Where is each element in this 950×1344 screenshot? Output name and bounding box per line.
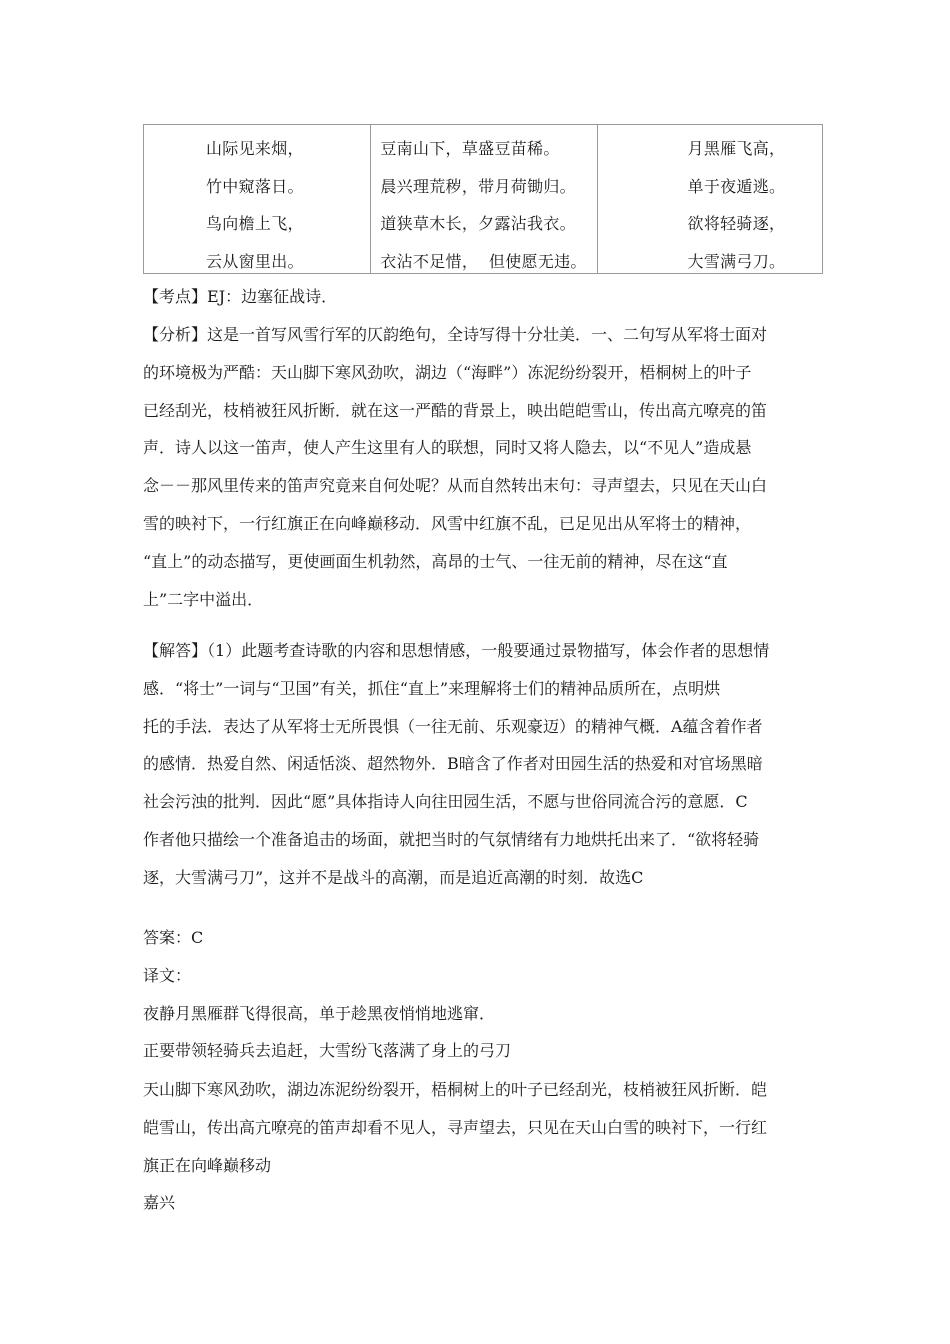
- jieda-line: 社会污浊的批判．因此“愿”具体指诗人向往田园生活，不愿与世俗同流合污的意愿．C: [143, 792, 748, 812]
- answer-section: [143, 919, 813, 1070]
- kaodian-label: 【考点】: [143, 287, 208, 306]
- jieda-line: 的感情．热爱自然、闲适恬淡、超然物外．B暗含了作者对田园生活的热爱和对官场黑暗: [143, 754, 763, 774]
- fenxi-label: 【分析】: [143, 325, 208, 344]
- poem-line: 鸟向檐上飞，: [206, 214, 304, 233]
- poem-line: 单于夜遁逃。: [687, 176, 786, 196]
- fenxi-line: 念－－那风里传来的笛声究竟来自何处呢？从而自然转出末句：寻声望去，只见在天山白: [143, 476, 768, 496]
- poem-line: 云从窗里出。: [206, 251, 304, 271]
- fenxi-line: “直上”的动态描写，更使画面生机勃然，高昂的士气、一往无前的精神，尽在这“直: [143, 551, 728, 571]
- poem-column-3: [597, 125, 822, 273]
- fenxi-line: 已经刮光，枝梢被狂风折断．就在这一严酷的背景上，映出皑皑雪山，传出高亢嘹亮的笛: [143, 400, 768, 420]
- poem-line: 月黑雁飞高，: [687, 139, 786, 158]
- jieda-line: 逐，大雪满弓刀”，这并不是战斗的高潮，而是追近高潮的时刻．故选C: [143, 867, 644, 887]
- poem-line: 山际见来烟，: [206, 139, 304, 158]
- yiwen-line: 正要带领轻骑兵去追赶，大雪纷飞落满了身上的弓刀: [143, 1041, 512, 1061]
- poem-line: 道狭草木长，夕露沾我衣。: [380, 214, 576, 233]
- translation2-line: 旗正在向峰巅移动: [143, 1155, 272, 1175]
- translation2-section: [143, 1071, 813, 1222]
- last-line: 嘉兴: [143, 1193, 176, 1213]
- jieda-line: 感．“将士”一词与“卫国”有关，抓住“直上”来理解将士们的精神品质所在，点明烘: [143, 678, 721, 698]
- fenxi-line: 这是一首写风雪行军的仄韵绝句，全诗写得十分壮美．一、二句写从军将士面对: [207, 325, 768, 344]
- poem-line: 衣沾不足惜， 但使愿无违。: [380, 251, 587, 271]
- translation2-line: 天山脚下寒风劲吹，湖边冻泥纷纷裂开，梧桐树上的叶子已经刮光，枝梢被狂风折断．皑: [143, 1080, 768, 1099]
- jieda-line: 托的手法．表达了从军将士无所畏惧（一往无前、乐观豪迈）的精神气概．A蕴含着作者: [143, 716, 763, 736]
- fenxi-line: 雪的映衬下，一行红旗正在向峰巅移动．风雪中红旗不乱，已足见出从军将士的精神，: [143, 513, 752, 533]
- poem-line: 欲将轻骑逐，: [687, 214, 786, 233]
- poem-line: 竹中窥落日。: [206, 176, 304, 196]
- yiwen-label: 译文：: [143, 965, 192, 985]
- jieda-line: （1）此题考查诗歌的内容和思想情感，一般要通过景物描写，体会作者的思想情: [207, 641, 770, 660]
- poem-line: 大雪满弓刀。: [687, 251, 786, 271]
- kaodian-text: EJ：边塞征战诗．: [207, 287, 338, 306]
- fenxi-line: 上”二字中溢出．: [143, 589, 264, 609]
- jieda-section: [143, 632, 813, 897]
- fenxi-section: [143, 316, 813, 618]
- poem-table: [143, 124, 823, 274]
- jieda-line: 作者他只描绘一个准备追击的场面，就把当时的气氛情绪有力地烘托出来了．“欲将轻骑: [143, 829, 760, 849]
- fenxi-line: 的环境极为严酷：天山脚下寒风劲吹，湖边（“海畔”）冻泥纷纷裂开，梧桐树上的叶子: [143, 362, 752, 382]
- poem-column-2: [370, 125, 596, 273]
- kaodian-section: [143, 278, 813, 316]
- poem-line: 豆南山下，草盛豆苗稀。: [380, 139, 560, 158]
- poem-line: 晨兴理荒秽，带月荷锄归。: [380, 176, 576, 196]
- yiwen-line: 夜静月黑雁群飞得很高，单于趁黑夜悄悄地逃窜．: [143, 1003, 496, 1023]
- poem-column-1: [144, 125, 370, 273]
- answer-text: 答案：C: [143, 928, 204, 947]
- translation2-line: 皑雪山，传出高亢嘹亮的笛声却看不见人，寻声望去，只见在天山白雪的映衬下，一行红: [143, 1117, 768, 1137]
- fenxi-line: 声．诗人以这一笛声，使人产生这里有人的联想，同时又将人隐去，以“不见人”造成悬: [143, 438, 752, 458]
- jieda-label: 【解答】: [143, 641, 208, 660]
